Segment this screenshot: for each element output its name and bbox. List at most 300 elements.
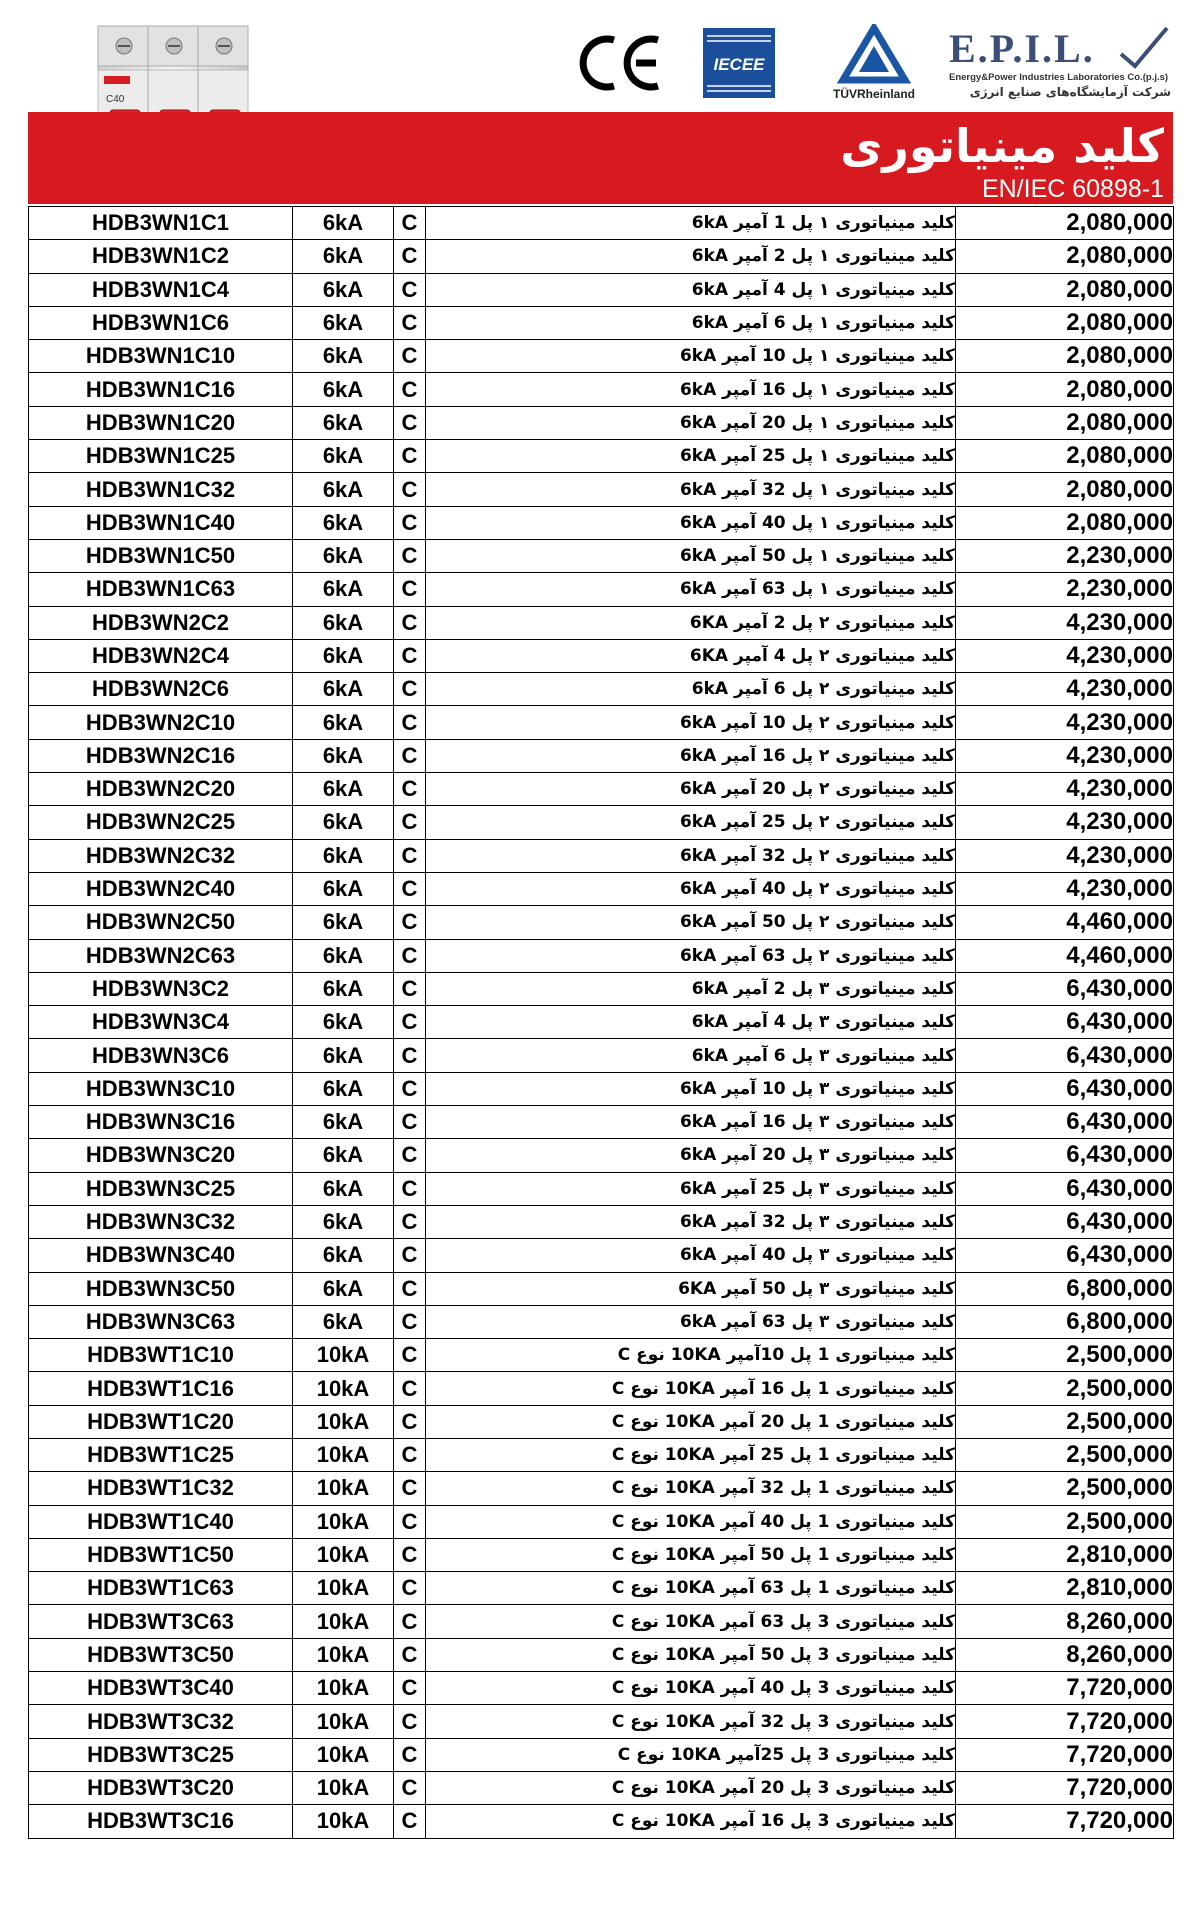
curve-type-cell: C xyxy=(394,806,426,839)
table-row xyxy=(29,1472,1174,1505)
price-cell: 7,720,000 xyxy=(956,1805,1174,1838)
description-cell: کلید مینیاتوری ۳ پل 40 آمپر 6kA xyxy=(426,1239,956,1272)
price-cell: 4,230,000 xyxy=(956,706,1174,739)
epil-logo xyxy=(945,24,1175,104)
curve-type-cell: C xyxy=(394,1072,426,1105)
product-code-cell: HDB3WN1C32 xyxy=(29,473,293,506)
breaking-capacity-cell: 10kA xyxy=(293,1538,394,1571)
curve-type-cell: C xyxy=(394,1572,426,1605)
table-row xyxy=(29,673,1174,706)
description-cell: کلید مینیاتوری 3 پل 25آمپر 10KA نوع C xyxy=(426,1738,956,1771)
description-cell: کلید مینیاتوری ۱ پل 4 آمپر 6kA xyxy=(426,273,956,306)
curve-type-cell: C xyxy=(394,1705,426,1738)
description-cell: کلید مینیاتوری ۳ پل 20 آمپر 6kA xyxy=(426,1139,956,1172)
table-row xyxy=(29,1771,1174,1804)
breaking-capacity-cell: 6kA xyxy=(293,273,394,306)
product-code-cell: HDB3WN1C63 xyxy=(29,573,293,606)
table-row xyxy=(29,606,1174,639)
table-row xyxy=(29,306,1174,339)
product-code-cell: HDB3WT1C16 xyxy=(29,1372,293,1405)
breaking-capacity-cell: 6kA xyxy=(293,373,394,406)
table-row xyxy=(29,506,1174,539)
description-cell: کلید مینیاتوری ۳ پل 4 آمپر 6kA xyxy=(426,1006,956,1039)
price-cell: 4,230,000 xyxy=(956,872,1174,905)
price-cell: 2,080,000 xyxy=(956,440,1174,473)
breaking-capacity-cell: 10kA xyxy=(293,1572,394,1605)
breaking-capacity-cell: 10kA xyxy=(293,1339,394,1372)
curve-type-cell: C xyxy=(394,706,426,739)
breaking-capacity-cell: 10kA xyxy=(293,1638,394,1671)
price-cell: 8,260,000 xyxy=(956,1605,1174,1638)
table-row xyxy=(29,1505,1174,1538)
breaking-capacity-cell: 10kA xyxy=(293,1705,394,1738)
price-cell: 2,080,000 xyxy=(956,340,1174,373)
product-code-cell: HDB3WT1C32 xyxy=(29,1472,293,1505)
product-code-cell: HDB3WN3C50 xyxy=(29,1272,293,1305)
price-cell: 6,430,000 xyxy=(956,1239,1174,1272)
breaking-capacity-cell: 6kA xyxy=(293,806,394,839)
price-cell: 6,430,000 xyxy=(956,972,1174,1005)
breaking-capacity-cell: 6kA xyxy=(293,706,394,739)
curve-type-cell: C xyxy=(394,972,426,1005)
product-code-cell: HDB3WT3C50 xyxy=(29,1638,293,1671)
description-cell: کلید مینیاتوری ۳ پل 10 آمپر 6kA xyxy=(426,1072,956,1105)
description-cell: کلید مینیاتوری ۲ پل 63 آمپر 6kA xyxy=(426,939,956,972)
description-cell: کلید مینیاتوری ۲ پل 50 آمپر 6kA xyxy=(426,906,956,939)
product-code-cell: HDB3WN3C25 xyxy=(29,1172,293,1205)
header xyxy=(0,0,1200,210)
table-row xyxy=(29,207,1174,240)
description-cell: کلید مینیاتوری ۲ پل 16 آمپر 6kA xyxy=(426,739,956,772)
breaking-capacity-cell: 6kA xyxy=(293,539,394,572)
curve-type-cell: C xyxy=(394,1805,426,1838)
product-code-cell: HDB3WN1C16 xyxy=(29,373,293,406)
product-code-cell: HDB3WN3C20 xyxy=(29,1139,293,1172)
description-cell: کلید مینیاتوری ۱ پل 2 آمپر 6kA xyxy=(426,240,956,273)
epil-persian-text: شرکت آزمایشگاه‌های صنایع انرژی xyxy=(969,85,1171,99)
table-row xyxy=(29,340,1174,373)
product-code-cell: HDB3WT3C20 xyxy=(29,1771,293,1804)
curve-type-cell: C xyxy=(394,739,426,772)
price-cell: 6,430,000 xyxy=(956,1006,1174,1039)
table-row xyxy=(29,906,1174,939)
breaking-capacity-cell: 6kA xyxy=(293,1239,394,1272)
curve-type-cell: C xyxy=(394,939,426,972)
product-code-cell: HDB3WN3C16 xyxy=(29,1106,293,1139)
product-code-cell: HDB3WN1C4 xyxy=(29,273,293,306)
breaking-capacity-cell: 6kA xyxy=(293,506,394,539)
product-code-cell: HDB3WN3C63 xyxy=(29,1305,293,1338)
price-cell: 4,230,000 xyxy=(956,773,1174,806)
breaking-capacity-cell: 6kA xyxy=(293,1205,394,1238)
breaking-capacity-cell: 10kA xyxy=(293,1605,394,1638)
price-cell: 4,460,000 xyxy=(956,939,1174,972)
table-row xyxy=(29,1738,1174,1771)
product-code-cell: HDB3WN3C2 xyxy=(29,972,293,1005)
description-cell: کلید مینیاتوری ۳ پل 63 آمپر 6kA xyxy=(426,1305,956,1338)
curve-type-cell: C xyxy=(394,373,426,406)
price-cell: 4,230,000 xyxy=(956,739,1174,772)
description-cell: کلید مینیاتوری 3 پل 40 آمپر 10KA نوع C xyxy=(426,1672,956,1705)
breaking-capacity-cell: 6kA xyxy=(293,473,394,506)
product-code-cell: HDB3WT3C63 xyxy=(29,1605,293,1638)
table-row xyxy=(29,573,1174,606)
page-title: کلید مینیاتوری xyxy=(840,119,1164,173)
breaking-capacity-cell: 6kA xyxy=(293,440,394,473)
price-cell: 6,430,000 xyxy=(956,1172,1174,1205)
curve-type-cell: C xyxy=(394,906,426,939)
product-code-cell: HDB3WN1C1 xyxy=(29,207,293,240)
price-cell: 6,430,000 xyxy=(956,1039,1174,1072)
curve-type-cell: C xyxy=(394,440,426,473)
curve-type-cell: C xyxy=(394,306,426,339)
curve-type-cell: C xyxy=(394,773,426,806)
breaking-capacity-cell: 6kA xyxy=(293,872,394,905)
product-code-cell: HDB3WT3C16 xyxy=(29,1805,293,1838)
epil-english-text: Energy&Power Industries Laboratories Co.(p.j.s) xyxy=(949,72,1169,83)
curve-type-cell: C xyxy=(394,639,426,672)
curve-type-cell: C xyxy=(394,606,426,639)
price-cell: 2,500,000 xyxy=(956,1339,1174,1372)
table-row xyxy=(29,1039,1174,1072)
price-cell: 6,800,000 xyxy=(956,1305,1174,1338)
curve-type-cell: C xyxy=(394,506,426,539)
price-cell: 2,230,000 xyxy=(956,573,1174,606)
product-code-cell: HDB3WT1C40 xyxy=(29,1505,293,1538)
price-cell: 6,430,000 xyxy=(956,1139,1174,1172)
curve-type-cell: C xyxy=(394,1172,426,1205)
breaking-capacity-cell: 10kA xyxy=(293,1472,394,1505)
table-row xyxy=(29,440,1174,473)
curve-type-cell: C xyxy=(394,273,426,306)
product-code-cell: HDB3WN3C40 xyxy=(29,1239,293,1272)
price-cell: 2,500,000 xyxy=(956,1505,1174,1538)
description-cell: کلید مینیاتوری ۳ پل 32 آمپر 6kA xyxy=(426,1205,956,1238)
table-row xyxy=(29,406,1174,439)
curve-type-cell: C xyxy=(394,207,426,240)
table-row xyxy=(29,473,1174,506)
price-cell: 8,260,000 xyxy=(956,1638,1174,1671)
description-cell: کلید مینیاتوری ۳ پل 25 آمپر 6kA xyxy=(426,1172,956,1205)
curve-type-cell: C xyxy=(394,839,426,872)
description-cell: کلید مینیاتوری ۲ پل 6 آمپر 6kA xyxy=(426,673,956,706)
price-cell: 4,460,000 xyxy=(956,906,1174,939)
breaking-capacity-cell: 6kA xyxy=(293,906,394,939)
price-cell: 2,080,000 xyxy=(956,373,1174,406)
breaking-capacity-cell: 6kA xyxy=(293,1072,394,1105)
product-code-cell: HDB3WN1C40 xyxy=(29,506,293,539)
breaking-capacity-cell: 6kA xyxy=(293,939,394,972)
table-row xyxy=(29,1672,1174,1705)
price-cell: 4,230,000 xyxy=(956,839,1174,872)
description-cell: کلید مینیاتوری ۱ پل 32 آمپر 6kA xyxy=(426,473,956,506)
breaking-capacity-cell: 6kA xyxy=(293,1039,394,1072)
table-row xyxy=(29,739,1174,772)
table-row xyxy=(29,1006,1174,1039)
table-row xyxy=(29,773,1174,806)
price-table xyxy=(28,206,1174,1839)
description-cell: کلید مینیاتوری 1 پل 20 آمپر 10KA نوع C xyxy=(426,1405,956,1438)
curve-type-cell: C xyxy=(394,1039,426,1072)
curve-type-cell: C xyxy=(394,1139,426,1172)
breaking-capacity-cell: 6kA xyxy=(293,773,394,806)
product-code-cell: HDB3WN2C10 xyxy=(29,706,293,739)
description-cell: کلید مینیاتوری 3 پل 50 آمپر 10KA نوع C xyxy=(426,1638,956,1671)
table-row xyxy=(29,1305,1174,1338)
description-cell: کلید مینیاتوری ۱ پل 6 آمپر 6kA xyxy=(426,306,956,339)
breaking-capacity-cell: 6kA xyxy=(293,1172,394,1205)
price-cell: 4,230,000 xyxy=(956,606,1174,639)
breaking-capacity-cell: 6kA xyxy=(293,207,394,240)
breaking-capacity-cell: 6kA xyxy=(293,1305,394,1338)
table-row xyxy=(29,240,1174,273)
table-row xyxy=(29,1172,1174,1205)
description-cell: کلید مینیاتوری ۱ پل 50 آمپر 6kA xyxy=(426,539,956,572)
breaking-capacity-cell: 6kA xyxy=(293,240,394,273)
description-cell: کلید مینیاتوری 3 پل 32 آمپر 10KA نوع C xyxy=(426,1705,956,1738)
breaking-capacity-cell: 6kA xyxy=(293,1106,394,1139)
product-code-cell: HDB3WT1C63 xyxy=(29,1572,293,1605)
price-cell: 2,500,000 xyxy=(956,1438,1174,1471)
standard-label: EN/IEC 60898-1 xyxy=(981,175,1164,203)
description-cell: کلید مینیاتوری ۱ پل 1 آمپر 6kA xyxy=(426,207,956,240)
curve-type-cell: C xyxy=(394,1738,426,1771)
breaking-capacity-cell: 10kA xyxy=(293,1738,394,1771)
curve-type-cell: C xyxy=(394,673,426,706)
curve-type-cell: C xyxy=(394,573,426,606)
ce-mark-icon xyxy=(576,30,666,96)
description-cell: کلید مینیاتوری ۱ پل 25 آمپر 6kA xyxy=(426,440,956,473)
iecee-text: IECEE xyxy=(713,55,765,74)
breaking-capacity-cell: 10kA xyxy=(293,1405,394,1438)
breaking-capacity-cell: 10kA xyxy=(293,1438,394,1471)
price-cell: 2,080,000 xyxy=(956,207,1174,240)
product-code-cell: HDB3WT1C10 xyxy=(29,1339,293,1372)
breaking-capacity-cell: 10kA xyxy=(293,1771,394,1804)
ce-logo xyxy=(576,30,666,96)
table-row xyxy=(29,1239,1174,1272)
price-cell: 2,500,000 xyxy=(956,1405,1174,1438)
description-cell: کلید مینیاتوری 1 پل 40 آمپر 10KA نوع C xyxy=(426,1505,956,1538)
breaker-rating-label: C40 xyxy=(106,94,125,105)
breaking-capacity-cell: 10kA xyxy=(293,1505,394,1538)
price-cell: 2,080,000 xyxy=(956,240,1174,273)
product-code-cell: HDB3WN1C10 xyxy=(29,340,293,373)
breaking-capacity-cell: 6kA xyxy=(293,739,394,772)
price-cell: 7,720,000 xyxy=(956,1771,1174,1804)
curve-type-cell: C xyxy=(394,473,426,506)
description-cell: کلید مینیاتوری ۲ پل 32 آمپر 6kA xyxy=(426,839,956,872)
price-cell: 4,230,000 xyxy=(956,806,1174,839)
table-row xyxy=(29,1339,1174,1372)
curve-type-cell: C xyxy=(394,1771,426,1804)
curve-type-cell: C xyxy=(394,1405,426,1438)
product-code-cell: HDB3WN3C10 xyxy=(29,1072,293,1105)
curve-type-cell: C xyxy=(394,1239,426,1272)
breaking-capacity-cell: 6kA xyxy=(293,306,394,339)
table-row xyxy=(29,1072,1174,1105)
table-row xyxy=(29,1638,1174,1671)
table-row xyxy=(29,972,1174,1005)
description-cell: کلید مینیاتوری ۳ پل 50 آمپر 6KA xyxy=(426,1272,956,1305)
table-row xyxy=(29,1605,1174,1638)
product-code-cell: HDB3WT1C25 xyxy=(29,1438,293,1471)
table-row xyxy=(29,1205,1174,1238)
table-row xyxy=(29,1705,1174,1738)
price-cell: 2,810,000 xyxy=(956,1538,1174,1571)
table-row xyxy=(29,1438,1174,1471)
description-cell: کلید مینیاتوری ۲ پل 4 آمپر 6KA xyxy=(426,639,956,672)
curve-type-cell: C xyxy=(394,406,426,439)
curve-type-cell: C xyxy=(394,1438,426,1471)
description-cell: کلید مینیاتوری ۱ پل 10 آمپر 6kA xyxy=(426,340,956,373)
product-code-cell: HDB3WN2C50 xyxy=(29,906,293,939)
curve-type-cell: C xyxy=(394,1205,426,1238)
price-cell: 7,720,000 xyxy=(956,1705,1174,1738)
table-row xyxy=(29,1405,1174,1438)
breaking-capacity-cell: 10kA xyxy=(293,1672,394,1705)
curve-type-cell: C xyxy=(394,1472,426,1505)
price-cell: 6,430,000 xyxy=(956,1205,1174,1238)
table-row xyxy=(29,1372,1174,1405)
description-cell: کلید مینیاتوری ۲ پل 10 آمپر 6kA xyxy=(426,706,956,739)
description-cell: کلید مینیاتوری 1 پل 16 آمپر 10KA نوع C xyxy=(426,1372,956,1405)
table-row xyxy=(29,639,1174,672)
table-row xyxy=(29,1805,1174,1838)
breaking-capacity-cell: 6kA xyxy=(293,340,394,373)
table-row xyxy=(29,373,1174,406)
product-code-cell: HDB3WN1C25 xyxy=(29,440,293,473)
product-code-cell: HDB3WN2C16 xyxy=(29,739,293,772)
product-code-cell: HDB3WT3C32 xyxy=(29,1705,293,1738)
curve-type-cell: C xyxy=(394,1672,426,1705)
product-code-cell: HDB3WN3C32 xyxy=(29,1205,293,1238)
product-code-cell: HDB3WN1C2 xyxy=(29,240,293,273)
price-cell: 2,230,000 xyxy=(956,539,1174,572)
price-cell: 6,430,000 xyxy=(956,1106,1174,1139)
breaking-capacity-cell: 6kA xyxy=(293,573,394,606)
price-cell: 2,080,000 xyxy=(956,506,1174,539)
product-code-cell: HDB3WN3C6 xyxy=(29,1039,293,1072)
table-row xyxy=(29,539,1174,572)
description-cell: کلید مینیاتوری 1 پل 63 آمپر 10KA نوع C xyxy=(426,1572,956,1605)
curve-type-cell: C xyxy=(394,1605,426,1638)
price-cell: 2,500,000 xyxy=(956,1372,1174,1405)
curve-type-cell: C xyxy=(394,1106,426,1139)
price-cell: 4,230,000 xyxy=(956,639,1174,672)
product-code-cell: HDB3WT1C20 xyxy=(29,1405,293,1438)
price-cell: 2,080,000 xyxy=(956,473,1174,506)
breaking-capacity-cell: 6kA xyxy=(293,606,394,639)
curve-type-cell: C xyxy=(394,1505,426,1538)
breaking-capacity-cell: 6kA xyxy=(293,972,394,1005)
description-cell: کلید مینیاتوری ۱ پل 63 آمپر 6kA xyxy=(426,573,956,606)
product-code-cell: HDB3WN2C32 xyxy=(29,839,293,872)
product-code-cell: HDB3WN1C50 xyxy=(29,539,293,572)
product-code-cell: HDB3WT1C50 xyxy=(29,1538,293,1571)
price-cell: 2,810,000 xyxy=(956,1572,1174,1605)
breaking-capacity-cell: 6kA xyxy=(293,1006,394,1039)
product-code-cell: HDB3WN2C2 xyxy=(29,606,293,639)
curve-type-cell: C xyxy=(394,1372,426,1405)
breaking-capacity-cell: 10kA xyxy=(293,1372,394,1405)
description-cell: کلید مینیاتوری 1 پل 10آمپر 10KA نوع C xyxy=(426,1339,956,1372)
price-cell: 2,080,000 xyxy=(956,306,1174,339)
epil-name-text: E.P.I.L. xyxy=(949,26,1095,71)
description-cell: کلید مینیاتوری ۲ پل 2 آمپر 6KA xyxy=(426,606,956,639)
price-cell: 6,430,000 xyxy=(956,1072,1174,1105)
tuv-logo xyxy=(821,24,927,102)
product-code-cell: HDB3WT3C40 xyxy=(29,1672,293,1705)
breaking-capacity-cell: 6kA xyxy=(293,1139,394,1172)
curve-type-cell: C xyxy=(394,1538,426,1571)
breaking-capacity-cell: 6kA xyxy=(293,406,394,439)
description-cell: کلید مینیاتوری 3 پل 20 آمپر 10KA نوع C xyxy=(426,1771,956,1804)
table-row xyxy=(29,1272,1174,1305)
description-cell: کلید مینیاتوری 1 پل 32 آمپر 10KA نوع C xyxy=(426,1472,956,1505)
breaking-capacity-cell: 10kA xyxy=(293,1805,394,1838)
table-row xyxy=(29,872,1174,905)
description-cell: کلید مینیاتوری ۳ پل 6 آمپر 6kA xyxy=(426,1039,956,1072)
curve-type-cell: C xyxy=(394,1339,426,1372)
breaking-capacity-cell: 6kA xyxy=(293,839,394,872)
table-row xyxy=(29,1139,1174,1172)
description-cell: کلید مینیاتوری ۱ پل 16 آمپر 6kA xyxy=(426,373,956,406)
price-cell: 2,080,000 xyxy=(956,273,1174,306)
product-code-cell: HDB3WN2C40 xyxy=(29,872,293,905)
curve-type-cell: C xyxy=(394,1006,426,1039)
product-code-cell: HDB3WN1C6 xyxy=(29,306,293,339)
product-code-cell: HDB3WT3C25 xyxy=(29,1738,293,1771)
description-cell: کلید مینیاتوری 1 پل 25 آمپر 10KA نوع C xyxy=(426,1438,956,1471)
description-cell: کلید مینیاتوری ۲ پل 40 آمپر 6kA xyxy=(426,872,956,905)
product-code-cell: HDB3WN1C20 xyxy=(29,406,293,439)
table-row xyxy=(29,806,1174,839)
description-cell: کلید مینیاتوری 3 پل 63 آمپر 10KA نوع C xyxy=(426,1605,956,1638)
product-code-cell: HDB3WN2C6 xyxy=(29,673,293,706)
curve-type-cell: C xyxy=(394,539,426,572)
product-code-cell: HDB3WN3C4 xyxy=(29,1006,293,1039)
table-row xyxy=(29,1538,1174,1571)
product-code-cell: HDB3WN2C4 xyxy=(29,639,293,672)
description-cell: کلید مینیاتوری ۲ پل 25 آمپر 6kA xyxy=(426,806,956,839)
table-row xyxy=(29,1106,1174,1139)
description-cell: کلید مینیاتوری ۱ پل 40 آمپر 6kA xyxy=(426,506,956,539)
product-code-cell: HDB3WN2C25 xyxy=(29,806,293,839)
description-cell: کلید مینیاتوری ۳ پل 2 آمپر 6kA xyxy=(426,972,956,1005)
price-table-body xyxy=(29,207,1174,1839)
curve-type-cell: C xyxy=(394,340,426,373)
price-cell: 2,500,000 xyxy=(956,1472,1174,1505)
price-cell: 4,230,000 xyxy=(956,673,1174,706)
table-row xyxy=(29,1572,1174,1605)
price-cell: 2,080,000 xyxy=(956,406,1174,439)
iecee-logo xyxy=(703,28,775,98)
curve-type-cell: C xyxy=(394,1638,426,1671)
breaking-capacity-cell: 6kA xyxy=(293,673,394,706)
price-cell: 7,720,000 xyxy=(956,1738,1174,1771)
table-row xyxy=(29,273,1174,306)
breaking-capacity-cell: 6kA xyxy=(293,639,394,672)
product-code-cell: HDB3WN2C20 xyxy=(29,773,293,806)
curve-type-cell: C xyxy=(394,1305,426,1338)
curve-type-cell: C xyxy=(394,1272,426,1305)
table-row xyxy=(29,839,1174,872)
description-cell: کلید مینیاتوری ۳ پل 16 آمپر 6kA xyxy=(426,1106,956,1139)
product-code-cell: HDB3WN2C63 xyxy=(29,939,293,972)
description-cell: کلید مینیاتوری ۲ پل 20 آمپر 6kA xyxy=(426,773,956,806)
description-cell: کلید مینیاتوری 1 پل 50 آمپر 10KA نوع C xyxy=(426,1538,956,1571)
